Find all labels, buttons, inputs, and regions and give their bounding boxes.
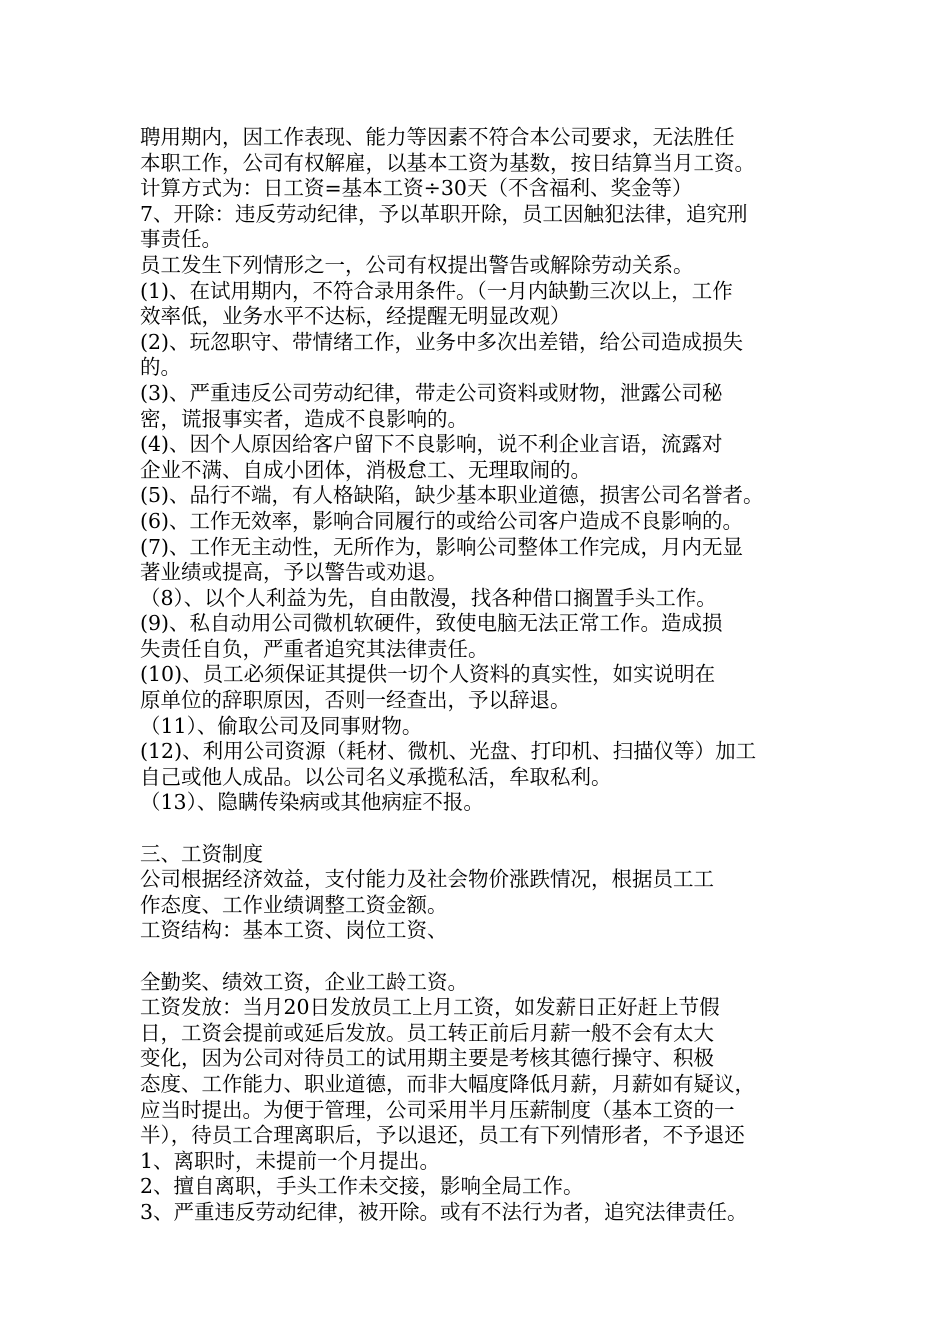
text-line: (4)、因个人原因给客户留下不良影响，说不利企业言语，流露对	[140, 432, 723, 457]
text-line: (9)、私自动用公司微机软硬件，致使电脑无法正常工作。造成损	[140, 611, 723, 636]
text-line: 企业不满、自成小团体，消极怠工、无理取闹的。	[140, 457, 591, 482]
blank-line	[140, 816, 830, 842]
text-line: (5)、品行不端，有人格缺陷，缺少基本职业道德，损害公司名誉者。	[140, 483, 764, 508]
document-body	[140, 125, 830, 1226]
text-line: 密，谎报事实者，造成不良影响的。	[140, 406, 468, 431]
text-line: 自己或他人成品。以公司名义承揽私活，牟取私利。	[140, 764, 612, 789]
text-line: 事责任。	[140, 227, 222, 252]
text-line: 原单位的辞职原因，否则一经查出，予以辞退。	[140, 688, 571, 713]
text-line: 作态度、工作业绩调整工资金额。	[140, 892, 448, 917]
text-line: 3、严重违反劳动纪律，被开除。或有不法行为者，追究法律责任。	[140, 1199, 748, 1224]
text-line: 本职工作，公司有权解雇，以基本工资为基数，按日结算当月工资。	[140, 150, 755, 175]
text-line: 的。	[140, 355, 181, 380]
text-line: (3)、严重违反公司劳动纪律，带走公司资料或财物，泄露公司秘	[140, 380, 723, 405]
blank-line	[140, 944, 830, 970]
text-line: 著业绩或提高，予以警告或劝退。	[140, 560, 448, 585]
text-line: 公司根据经济效益，支付能力及社会物价涨跌情况，根据员工工	[140, 867, 714, 892]
text-line: (7)、工作无主动性，无所作为，影响公司整体工作完成，月内无显	[140, 534, 744, 559]
text-line: (12)、利用公司资源（耗材、微机、光盘、打印机、扫描仪等）加工	[140, 739, 757, 764]
text-line: 2、擅自离职，手头工作未交接，影响全局工作。	[140, 1174, 584, 1199]
text-line: 态度、工作能力、职业道德，而非大幅度降低月薪，月薪如有疑议，	[140, 1071, 755, 1096]
text-line: 员工发生下列情形之一，公司有权提出警告或解除劳动关系。	[140, 252, 694, 277]
text-line: （11）、偷取公司及同事财物。	[140, 713, 423, 738]
text-line: 工资结构：基本工资、岗位工资、	[140, 918, 448, 943]
text-line: 计算方式为：日工资=基本工资÷30天（不含福利、奖金等）	[140, 176, 693, 201]
text-line: （8）、以个人利益为先，自由散漫，找各种借口搁置手头工作。	[140, 585, 717, 610]
text-line: 效率低，业务水平不达标，经提醒无明显改观）	[140, 304, 571, 329]
text-line: (1)、在试用期内，不符合录用条件。（一月内缺勤三次以上，工作	[140, 278, 733, 303]
text-line: 应当时提出。为便于管理，公司采用半月压薪制度（基本工资的一	[140, 1097, 735, 1122]
text-line: (6)、工作无效率，影响合同履行的或给公司客户造成不良影响的。	[140, 508, 744, 533]
text-line: 变化，因为公司对待员工的试用期主要是考核其德行操守、积极	[140, 1046, 714, 1071]
text-line: 7、开除：违反劳动纪律，予以革职开除，员工因触犯法律，追究刑	[140, 201, 748, 226]
text-line: 工资发放：当月20日发放员工上月工资，如发薪日正好赶上节假	[140, 995, 720, 1020]
text-line: 1、离职时，未提前一个月提出。	[140, 1148, 441, 1173]
text-line: 全勤奖、绩效工资，企业工龄工资。	[140, 969, 468, 994]
text-line: （13）、隐瞒传染病或其他病症不报。	[140, 790, 484, 815]
text-line: 半），待员工合理离职后，予以退还，员工有下列情形者，不予退还	[140, 1123, 745, 1148]
text-line: 日，工资会提前或延后发放。员工转正前后月薪一般不会有太大	[140, 1020, 714, 1045]
text-line: 失责任自负，严重者追究其法律责任。	[140, 636, 489, 661]
text-line: 聘用期内，因工作表现、能力等因素不符合本公司要求，无法胜任	[140, 125, 735, 149]
text-line: (2)、玩忽职守、带情绪工作，业务中多次出差错，给公司造成损失	[140, 329, 744, 354]
text-line: (10)、员工必须保证其提供一切个人资料的真实性，如实说明在	[140, 662, 716, 687]
section-heading: 三、工资制度	[140, 841, 263, 866]
